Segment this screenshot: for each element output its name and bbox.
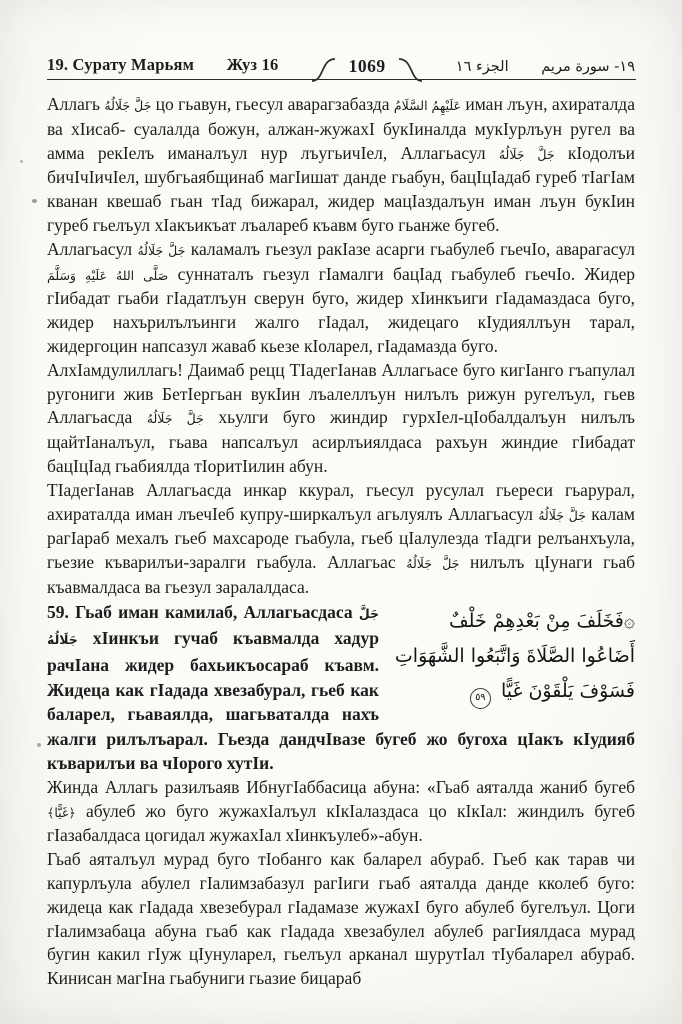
honorific-jalla-jalaluhu: جَلَّ جَلَالُهُ xyxy=(47,605,379,648)
paragraph-6 xyxy=(47,848,635,991)
honorific-jalla-jalaluhu: جَلَّ جَلَالُهُ xyxy=(498,146,555,162)
quran-word-ghayya: ﴿غَيًّا﴾ xyxy=(47,804,76,820)
honorific-jalla-jalaluhu: جَلَّ جَلَالُهُ xyxy=(146,411,204,427)
verse-59-block xyxy=(47,600,635,776)
page-header xyxy=(47,50,635,80)
ayah-number-mark: ٥٩ xyxy=(470,688,491,709)
honorific-jalla-jalaluhu: جَلَّ جَلَالُهُ xyxy=(137,242,186,258)
tafsir-body xyxy=(47,93,635,991)
juz-label-arabic: الجزء ١٦ xyxy=(455,59,509,75)
page-number-badge xyxy=(311,54,423,80)
text-run: хIинкъи гучаб къавмалда хадур рачIана жидер бахьикъосараб къавм. Жидеца как гIадада хвезабурал, гьеб как баларел, гьаваялда, шагьваталда нахъ жалги рилълъарал. Гьезда дандчIвазе бугеб жо бугоха цIакъ кIудияб къварилъи ва чIорого хутIи. xyxy=(47,628,635,774)
text-run: абулеб жо буго жужахIалъул кIкIалаздаса цо кIкIал: жиндилъ бугеб гIазабалдаса цогидал жужахIал хIинкъулеб»-абун. xyxy=(47,800,635,846)
quran-arabic-verse xyxy=(391,604,635,709)
text-run: нилълъ цIунаги гьаб къавмалдаса ва гьезул заралалдаса. xyxy=(47,552,635,597)
text-run: ТIадегIанав Аллагьасда инкар ккурал, гьесул русулал гьереси гьарурал, ахираталда иман лъечIеб купру-ширкалъул агьлуялъ Аллагьасул xyxy=(47,479,635,524)
honorific-sallallahu-alayhi-wasallam: صَلَّى اللهُ عَلَيْهِ وَسَلَّمَ xyxy=(47,267,169,283)
juz-label-cyrillic: Жуз 16 xyxy=(226,55,279,74)
text-run: 59. Гьаб иман камилаб, Аллагьасдаса xyxy=(47,601,359,622)
text-run: кIодолъи бичIчIичIел, шубгьаябщинаб магIишат данде гьабун, бацIцIадаб гуреб тIагIам кванан квешаб гьан тIад бижарал, жидер мацIаздалъун иман лъун букIин гуреб гьелъул хIакъикъат лъалареб къавм буго гьанже бугеб. xyxy=(47,142,635,235)
paragraph-4 xyxy=(47,479,635,600)
honorific-jalla-jalaluhu: جَلَّ جَلَالُهُ xyxy=(406,556,460,572)
scan-speck xyxy=(20,160,23,163)
text-run: каламалъ гьезул ракIазе асарги гьабулеб гьечIо, аварагасул xyxy=(185,238,635,259)
surah-title-cyrillic: 19. Сурату Марьям xyxy=(47,55,195,74)
paragraph-2 xyxy=(47,238,635,359)
text-run: Аллагь xyxy=(47,94,105,114)
page-number: 1069 xyxy=(348,56,386,76)
honorific-jalla-jalaluhu: جَلَّ جَلَالُهُ xyxy=(104,98,152,113)
surah-title-arabic: ١٩- سورة مريم xyxy=(541,59,635,75)
header-rule xyxy=(47,79,636,80)
paragraph-5 xyxy=(47,776,635,848)
paragraph-3 xyxy=(47,359,635,479)
scan-speck xyxy=(32,199,37,203)
text-run: иман лъун, ахираталда ва хIисаб- суалалда божун, алжан-жужахI букIиналда мукIурлъун ругел ва амма рекIелъ иманалъул нур лъугьичIел, Аллагьасул xyxy=(47,94,635,163)
quran-arabic-text: ۞فَخَلَفَ مِنْ بَعْدِهِمْ خَلْفٌ أَضَاعُوا الصَّلَاةَ وَاتَّبَعُوا الشَّهَوَاتِ فَسَوْفَ يَلْقَوْنَ غَيًّا xyxy=(394,609,635,702)
scan-speck xyxy=(37,743,41,747)
text-run: хьулги буго жиндир гурхIел-цIобалдалъун нилълъ щайтIаналъул, гьава напсалъул асирлъиялдаса рахъун жиндие гIибадат бацIцIад гьабиялда тIоритIилин абун. xyxy=(47,407,635,476)
text-run: Жинда Аллагь разилъаяв ИбнугIаббасица абуна: «Гьаб аяталда жаниб бугеб xyxy=(47,776,635,797)
paragraph-1 xyxy=(47,93,635,238)
text-run: Аллагьасул xyxy=(47,238,138,259)
honorific-alayhim-assalam: عَلَيْهِمُ السَّلَامُ xyxy=(393,98,461,113)
text-run: калам рагIараб мехалъ гьеб махсароде гьабула, гьеб цIалулезда тIадги релъанхъула, гьезие къварилъи-заралги гьабула. Аллагьас xyxy=(47,503,635,573)
text-run: цо гьавун, гьесул аварагзабазда xyxy=(151,94,394,114)
text-run: АлхIамдулиллагь! Даимаб рецц ТIадегIанав Аллагьасе буго кигIанго гъапулал ругониги жив БетIергьан вукIин лъалеллъун нилълъ рижун ругелъул, гьев Аллагьасда xyxy=(47,359,635,428)
honorific-jalla-jalaluhu: جَلَّ جَلَالُهُ xyxy=(538,507,586,523)
text-run: Гьаб аяталъул мурад буго тIобанго как баларел абураб. Гьеб как тарав чи капурлъула абулел гIалимзабазул рагIиги гьаб аяталда данде кколеб буго: жидеца как гIадада хвезебурал гIадамазе жужахI буго абулеб бугелъул. Цоги гIалимзабаца абуна гьаб как гIадада хвезабулел абулеб рагIиялдаса мурад бугин какил гIуж цIунуларел, гьелъул арканал шурутIал тIубаларел абураб. Кинисан магIна гьабуниги гьазие бицараб xyxy=(47,849,635,989)
text-run: суннаталъ гьезул гIамалги бацIад гьабулеб гьечIо. Жидер гIибадат гьаби гIадатлъун сверун буго, жидер хIинкъиги гIадамаздаса буго, жидер нахърилълъинги жалго гIадал, жидецаго кIудияллъун тарал, жидергоцин напсазул жаваб кьезе кIоларел, гIадамазда буго. xyxy=(47,263,636,356)
